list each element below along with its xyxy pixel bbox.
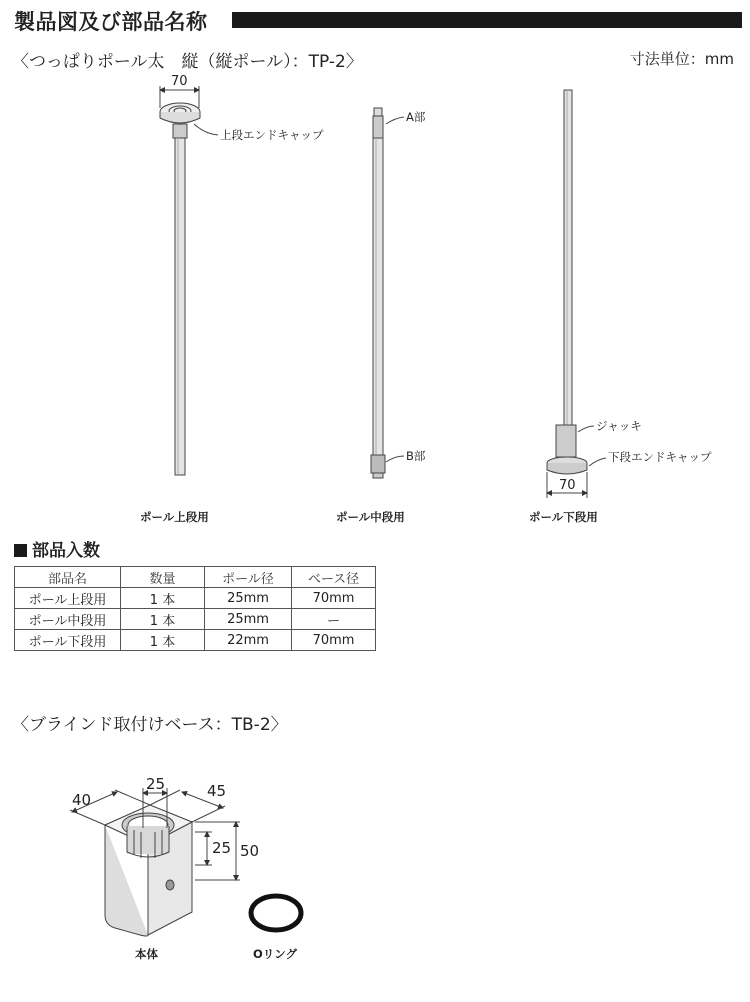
oring-caption: Oリング bbox=[253, 947, 298, 961]
pole-upper-dim: 70 bbox=[171, 74, 188, 89]
table-row bbox=[15, 588, 376, 609]
table-cell: 1 本 bbox=[121, 609, 205, 630]
pole-middle-caption: ポール中段用 bbox=[336, 510, 405, 524]
part-b-label: B部 bbox=[406, 449, 426, 463]
pole-lower-dim: 70 bbox=[559, 478, 576, 493]
table-header-cell: ベース径 bbox=[292, 567, 376, 588]
base-dim-50: 50 bbox=[240, 842, 260, 860]
pole-lower-caption: ポール下段用 bbox=[529, 510, 598, 524]
oring-drawing bbox=[251, 896, 301, 930]
table-cell: 70mm bbox=[292, 588, 376, 609]
lower-end-cap-label: 下段エンドキャップ bbox=[608, 450, 712, 464]
section-heading-tb2: 〈ブラインド取付けベース：TB-2〉 bbox=[12, 715, 288, 735]
qty-heading-text: 部品入数 bbox=[32, 541, 100, 561]
part-a-label: A部 bbox=[406, 110, 426, 124]
table-cell: 70mm bbox=[292, 630, 376, 651]
unit-note: 寸法単位：mm bbox=[629, 50, 734, 68]
pole-lower-drawing bbox=[547, 90, 606, 498]
table-cell: ポール上段用 bbox=[15, 588, 121, 609]
table-cell: 22mm bbox=[205, 630, 292, 651]
table-cell: 1 本 bbox=[121, 630, 205, 651]
table-header-cell: 数量 bbox=[121, 567, 205, 588]
table-row bbox=[15, 630, 376, 651]
table-header-row bbox=[15, 567, 376, 588]
upper-end-cap-label: 上段エンドキャップ bbox=[220, 128, 324, 142]
base-body-caption: 本体 bbox=[135, 947, 158, 961]
base-body-drawing bbox=[70, 788, 240, 936]
table-header-cell: 部品名 bbox=[15, 567, 121, 588]
pole-upper-caption: ポール上段用 bbox=[140, 510, 209, 524]
table-cell: 25mm bbox=[205, 588, 292, 609]
base-dim-25-side: 25 bbox=[212, 839, 232, 857]
table-row bbox=[15, 609, 376, 630]
pole-middle-drawing bbox=[371, 108, 404, 478]
base-dim-45: 45 bbox=[207, 782, 227, 800]
jack-label: ジャッキ bbox=[596, 419, 642, 433]
section-heading-tp2: 〈つっぱりポール太 縦（縦ポール）：TP-2〉 bbox=[12, 52, 363, 72]
table-cell: ポール下段用 bbox=[15, 630, 121, 651]
qty-table bbox=[14, 566, 376, 651]
table-cell: 25mm bbox=[205, 609, 292, 630]
base-dim-25-top: 25 bbox=[146, 775, 166, 793]
qty-heading bbox=[14, 536, 100, 561]
table-cell: ポール中段用 bbox=[15, 609, 121, 630]
square-bullet-icon bbox=[14, 544, 27, 557]
table-header-cell: ポール径 bbox=[205, 567, 292, 588]
table-cell: ー bbox=[292, 609, 376, 630]
pole-upper-drawing bbox=[160, 86, 218, 475]
page-title: 製品図及び部品名称 bbox=[14, 10, 208, 34]
base-dim-40: 40 bbox=[72, 791, 92, 809]
table-cell: 1 本 bbox=[121, 588, 205, 609]
